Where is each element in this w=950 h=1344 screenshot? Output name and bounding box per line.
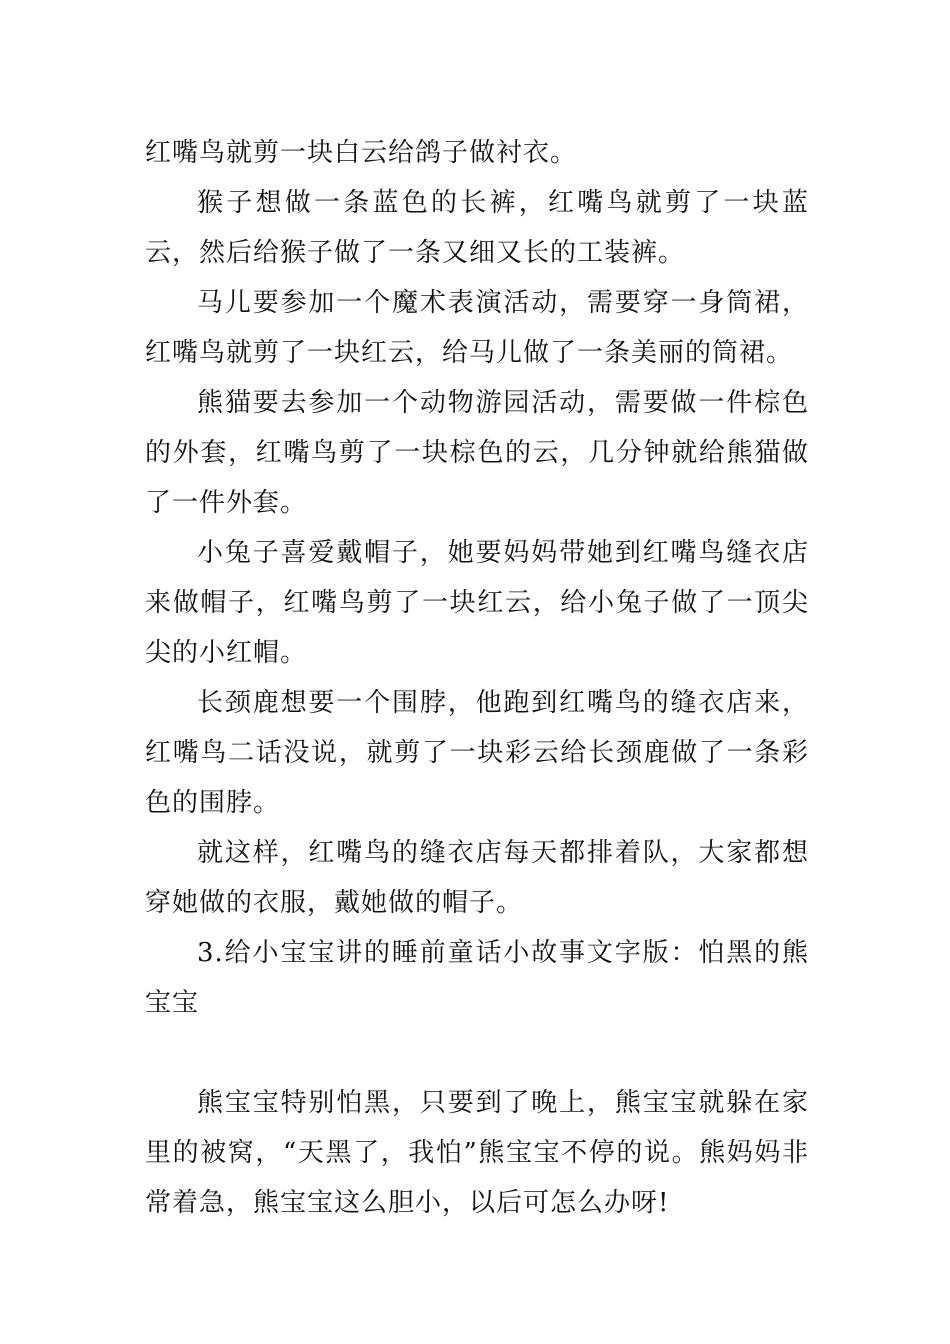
paragraph-bear-afraid-dark: 熊宝宝特别怕黑，只要到了晚上，熊宝宝就躲在家里的被窝，“天黑了，我怕”熊宝宝不停的说。熊妈妈非常着急，熊宝宝这么胆小，以后可怎么办呀! — [145, 1088, 809, 1218]
paragraph-shop-queue: 就这样，红嘴鸟的缝衣店每天都排着队，大家都想穿她做的衣服，戴她做的帽子。 — [145, 838, 809, 918]
paragraph-panda-coat: 熊猫要去参加一个动物游园活动，需要做一件棕色的外套，红嘴鸟剪了一块棕色的云，几分钟就给熊猫做了一件外套。 — [145, 388, 809, 518]
document-body — [145, 128, 809, 1228]
paragraph-rabbit-hat: 小兔子喜爱戴帽子，她要妈妈带她到红嘴鸟缝衣店来做帽子，红嘴鸟剪了一块红云，给小兔子做了一顶尖尖的小红帽。 — [145, 538, 809, 668]
paragraph-dove-shirt: 红嘴鸟就剪一块白云给鸽子做衬衣。 — [145, 138, 578, 168]
paragraph-horse-skirt: 马儿要参加一个魔术表演活动，需要穿一身筒裙，红嘴鸟就剪了一块红云，给马儿做了一条美丽的筒裙。 — [145, 288, 809, 368]
section-heading-story-3: 3.给小宝宝讲的睡前童话小故事文字版：怕黑的熊宝宝 — [145, 938, 809, 1018]
blank-line — [145, 1028, 809, 1078]
paragraph-monkey-pants: 猴子想做一条蓝色的长裤，红嘴鸟就剪了一块蓝云，然后给猴子做了一条又细又长的工装裤。 — [145, 188, 809, 268]
paragraph-giraffe-scarf: 长颈鹿想要一个围脖，他跑到红嘴鸟的缝衣店来，红嘴鸟二话没说，就剪了一块彩云给长颈鹿做了一条彩色的围脖。 — [145, 688, 809, 818]
